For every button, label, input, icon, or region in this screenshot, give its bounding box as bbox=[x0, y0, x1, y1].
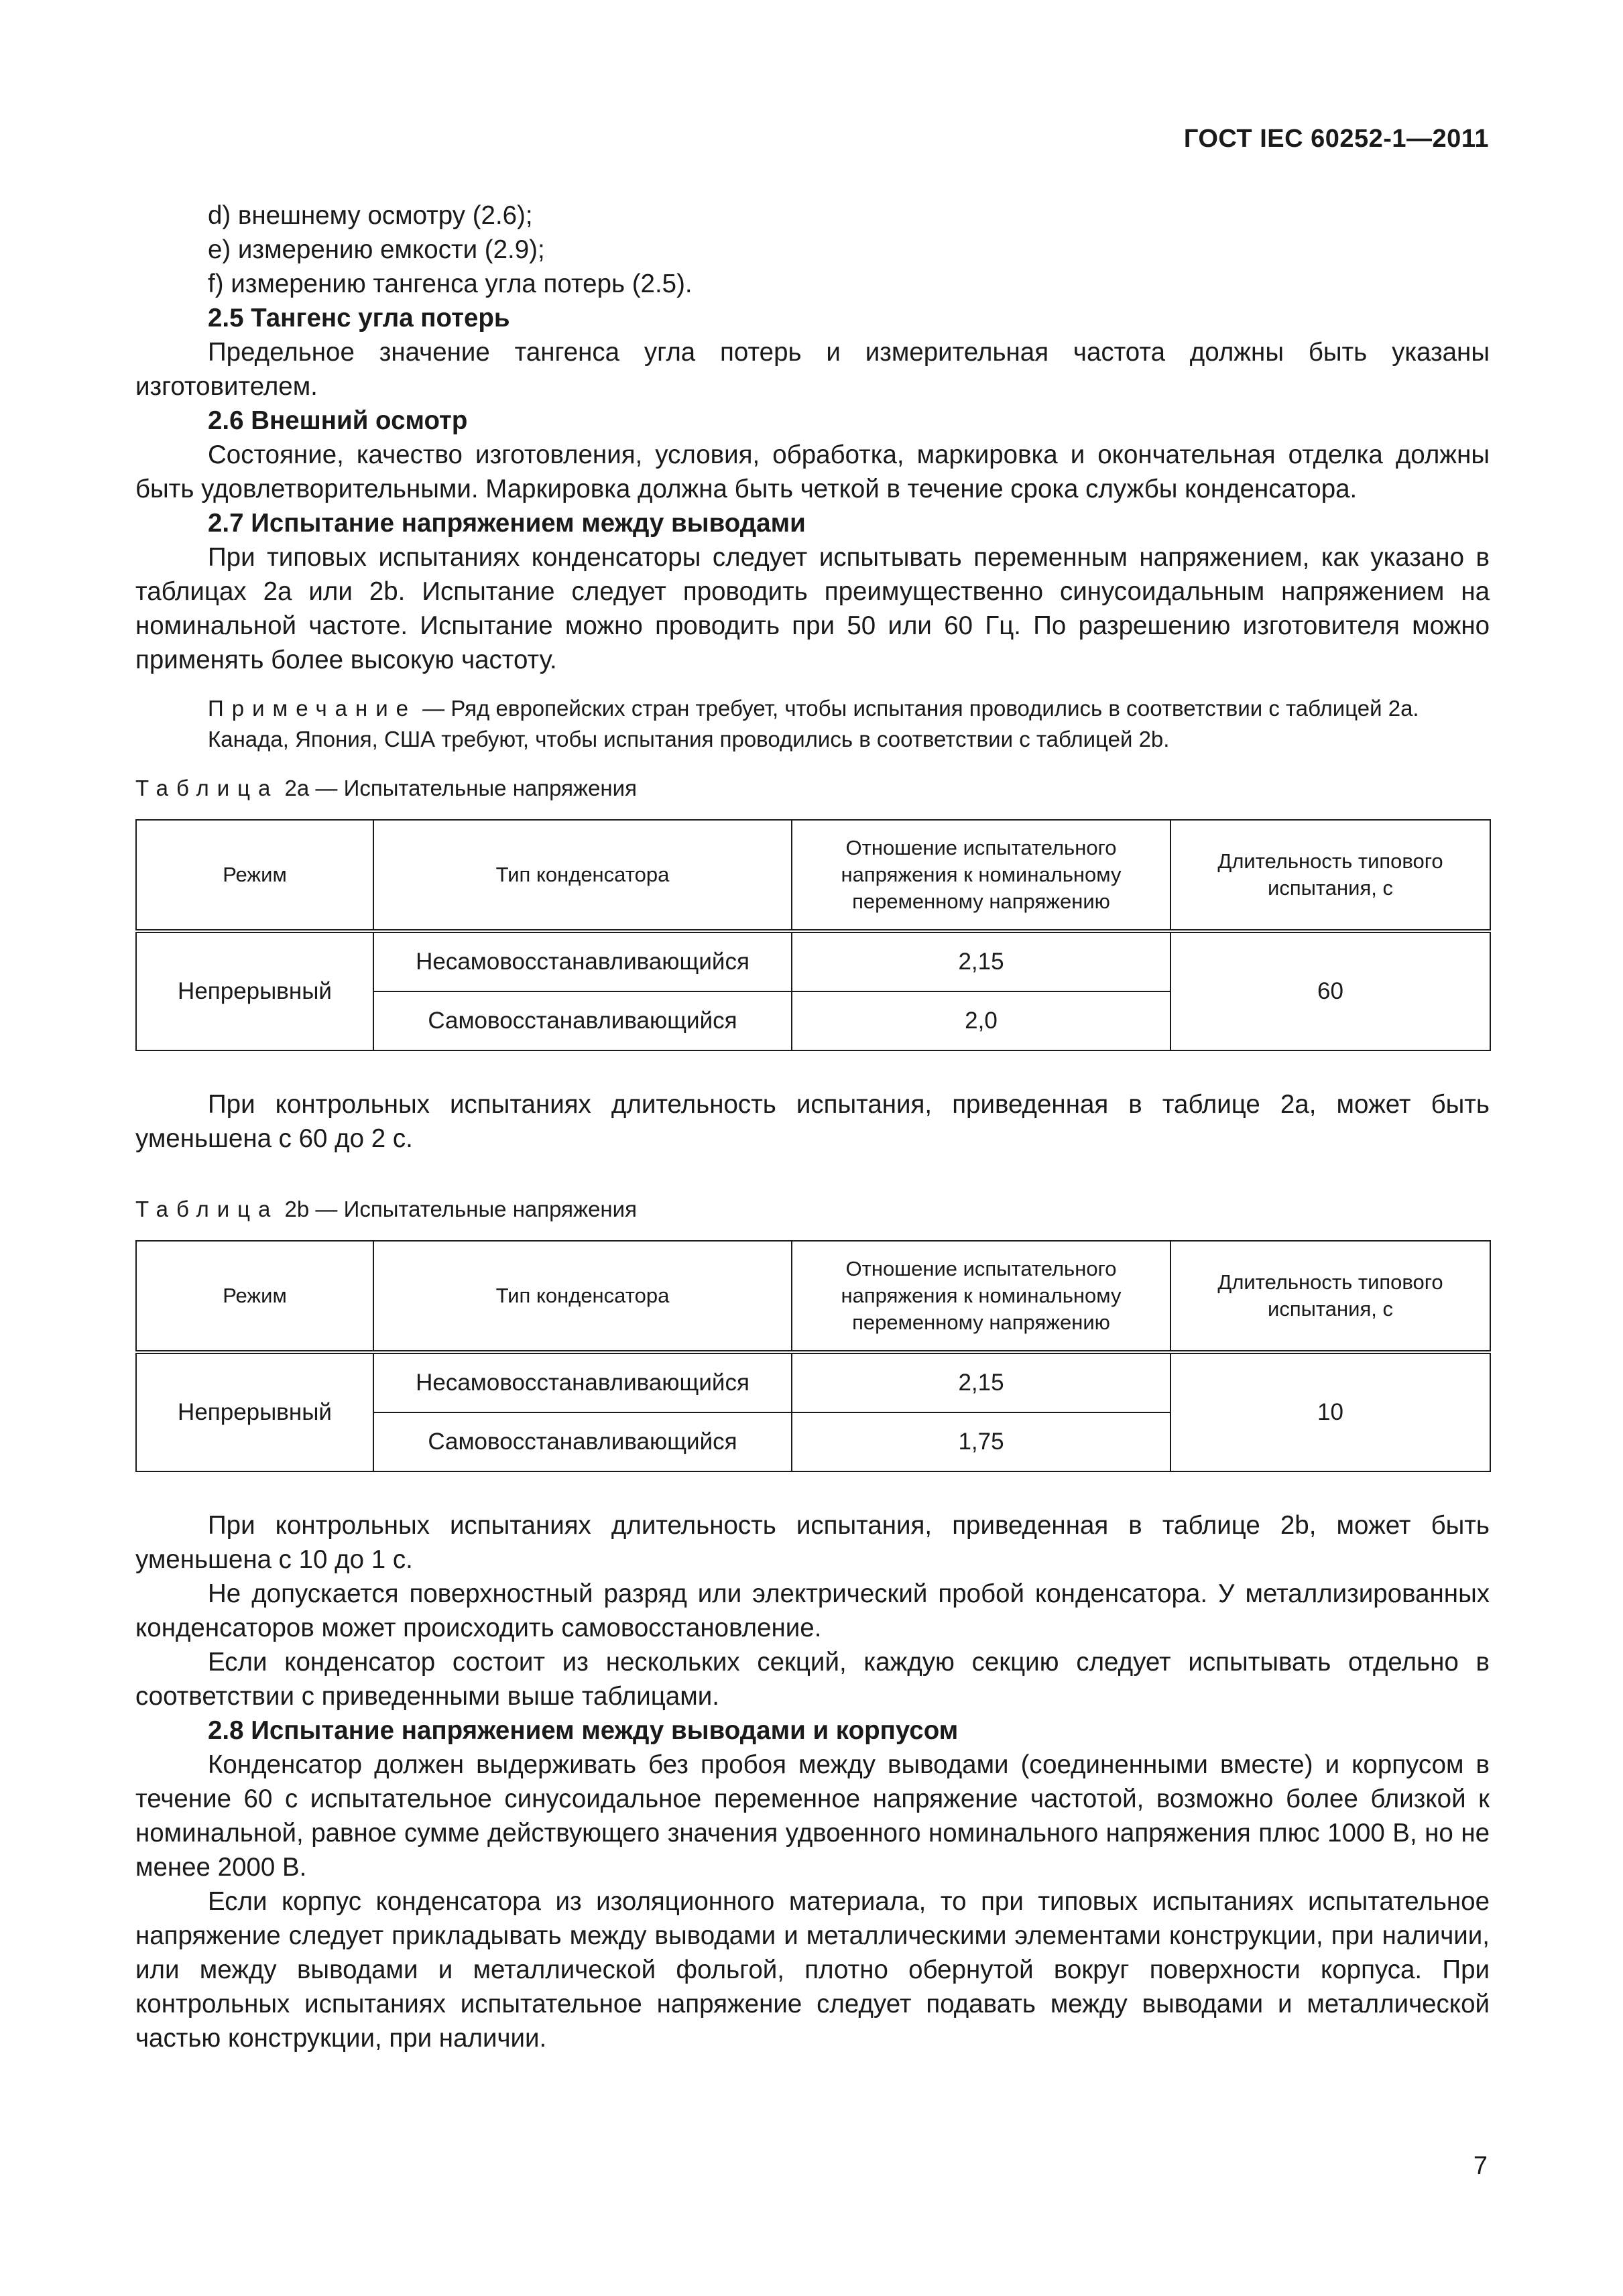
note-text-2: Канада, Япония, США требуют, чтобы испытания проводились в соответствии с таблицей 2b. bbox=[208, 727, 1170, 751]
list-item-f: f) измерению тангенса угла потерь (2.5). bbox=[208, 269, 693, 298]
page-number: 7 bbox=[1473, 2152, 1488, 2180]
page-body bbox=[135, 198, 1490, 2055]
table-2a-caption-label: Таблица bbox=[135, 776, 279, 800]
paragraph-sections: Если конденсатор состоит из нескольких секций, каждую секцию следует испытывать отдельно в соответствии с приведенными выше таблицами. bbox=[135, 1648, 1490, 1711]
section-2-8-heading: 2.8 Испытание напряжением между выводами и корпусом bbox=[208, 1716, 959, 1745]
table-2b bbox=[135, 1240, 1491, 1472]
table-2a bbox=[135, 819, 1491, 1051]
cell-ratio: 2,15 bbox=[792, 1352, 1170, 1412]
table-header-row bbox=[136, 820, 1490, 931]
note-label: Примечание bbox=[208, 696, 417, 721]
header-duration: Длительность типового испытания, с bbox=[1170, 820, 1490, 931]
cell-duration: 60 bbox=[1170, 931, 1490, 1050]
table-header-row bbox=[136, 1241, 1490, 1352]
header-voltage-ratio: Отношение испытательного напряжения к номинальному переменному напряжению bbox=[792, 820, 1170, 931]
cell-ratio: 2,0 bbox=[792, 991, 1170, 1050]
table-2a-caption bbox=[135, 774, 1490, 803]
list-item-d: d) внешнему осмотру (2.6); bbox=[208, 201, 533, 230]
table-2b-caption-label: Таблица bbox=[135, 1197, 279, 1221]
paragraph-after-table-2b: При контрольных испытаниях длительность испытания, приведенная в таблице 2b, может быть уменьшена с 10 до 1 с. bbox=[135, 1511, 1490, 1574]
note bbox=[135, 693, 1490, 724]
cell-duration: 10 bbox=[1170, 1352, 1490, 1471]
paragraph-breakdown: Не допускается поверхностный разряд или электрический пробой конденсатора. У металлизированных конденсаторов может происходить самовосстановление. bbox=[135, 1579, 1490, 1642]
section-2-7-heading: 2.7 Испытание напряжением между выводами bbox=[208, 509, 806, 538]
header-capacitor-type: Тип конденсатора bbox=[373, 820, 792, 931]
table-2b-caption bbox=[135, 1195, 1490, 1224]
cell-type: Самовосстанавливающийся bbox=[373, 1412, 792, 1471]
cell-type: Несамовосстанавливающийся bbox=[373, 931, 792, 991]
table-2a-caption-text: 2а — Испытательные напряжения bbox=[278, 776, 637, 800]
cell-type: Самовосстанавливающийся bbox=[373, 991, 792, 1050]
section-2-7-text: При типовых испытаниях конденсаторы следует испытывать переменным напряжением, как указано в таблицах 2а или 2b. Испытание следует проводить преимущественно синусоидальным напряжением на номинальной частоте. Испытание можно проводить при 50 или 60 Гц. По разрешению изготовителя можно применять более высокую частоту. bbox=[135, 543, 1490, 674]
table-row bbox=[136, 1352, 1490, 1412]
paragraph-after-table-2a: При контрольных испытаниях длительность испытания, приведенная в таблице 2а, может быть уменьшена с 60 до 2 с. bbox=[135, 1090, 1490, 1153]
section-2-5-text: Предельное значение тангенса угла потерь и измерительная частота должны быть указаны изготовителем. bbox=[135, 338, 1490, 401]
list-item-e: e) измерению емкости (2.9); bbox=[208, 235, 545, 264]
note-text: — Ряд европейских стран требует, чтобы испытания проводились в соответствии с таблицей 2а. bbox=[416, 696, 1419, 721]
cell-ratio: 1,75 bbox=[792, 1412, 1170, 1471]
section-2-6-heading: 2.6 Внешний осмотр bbox=[208, 406, 468, 435]
header-voltage-ratio: Отношение испытательного напряжения к номинальному переменному напряжению bbox=[792, 1241, 1170, 1352]
cell-mode: Непрерывный bbox=[136, 931, 373, 1050]
header-duration: Длительность типового испытания, с bbox=[1170, 1241, 1490, 1352]
table-row bbox=[136, 931, 1490, 991]
section-2-8-text-1: Конденсатор должен выдерживать без пробоя между выводами (соединенными вместе) и корпусом в течение 60 с испытательное синусоидальное переменное напряжение частотой, возможно более близкой к номинальной, равное сумме действующего значения удвоенного номинального напряжения плюс 1000 В, но не менее 2000 В. bbox=[135, 1750, 1490, 1882]
header-mode: Режим bbox=[136, 820, 373, 931]
header-mode: Режим bbox=[136, 1241, 373, 1352]
document-code: ГОСТ IEC 60252-1—2011 bbox=[1183, 125, 1489, 153]
section-2-5-heading: 2.5 Тангенс угла потерь bbox=[208, 304, 510, 333]
cell-ratio: 2,15 bbox=[792, 931, 1170, 991]
section-2-6-text: Состояние, качество изготовления, условия, обработка, маркировка и окончательная отделка должны быть удовлетворительными. Маркировка должна быть четкой в течение срока службы конденсатора. bbox=[135, 440, 1490, 503]
section-2-8-text-2: Если корпус конденсатора из изоляционного материала, то при типовых испытаниях испытательное напряжение следует прикладывать между выводами и металлическими элементами конструкции, при наличии, или между выводами и металлической фольгой, плотно обернутой вокруг поверхности корпуса. При контрольных испытаниях испытательное напряжение следует подавать между выводами и металлической частью конструкции, при наличии. bbox=[135, 1887, 1490, 2053]
cell-type: Несамовосстанавливающийся bbox=[373, 1352, 792, 1412]
table-2b-caption-text: 2b — Испытательные напряжения bbox=[278, 1197, 637, 1221]
cell-mode: Непрерывный bbox=[136, 1352, 373, 1471]
header-capacitor-type: Тип конденсатора bbox=[373, 1241, 792, 1352]
